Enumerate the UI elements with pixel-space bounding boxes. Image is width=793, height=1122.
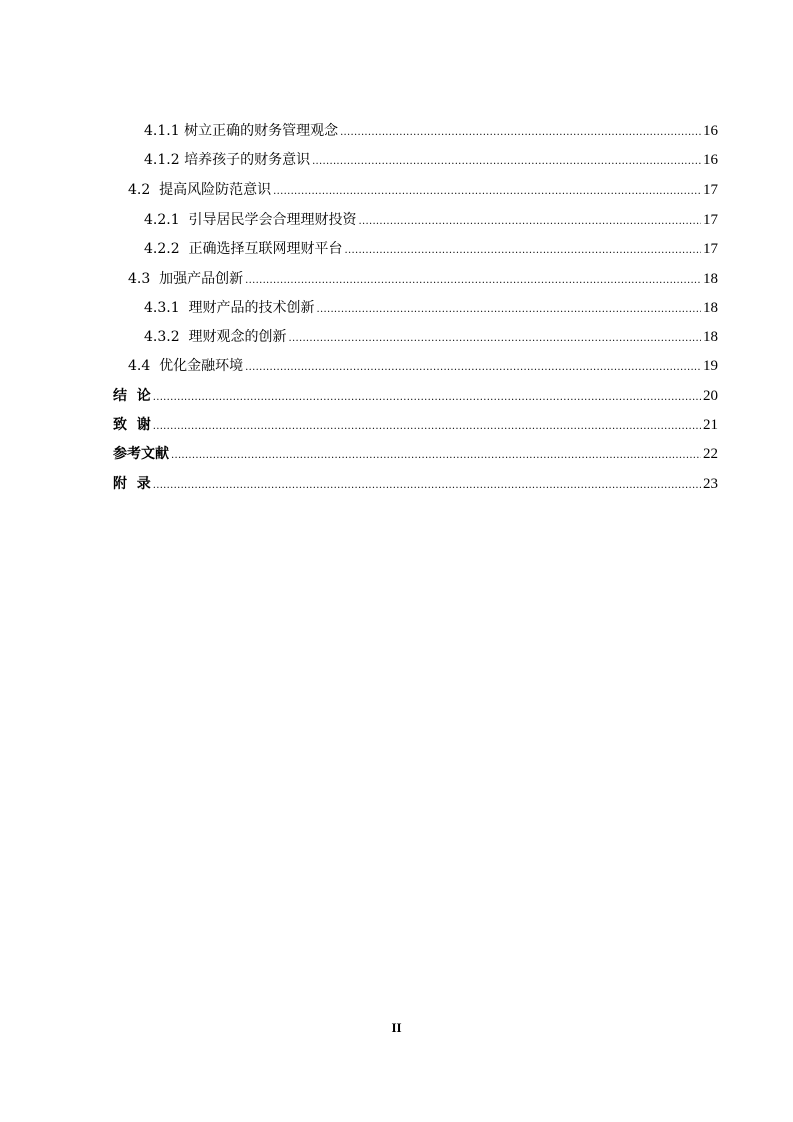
toc-entry-title: 4.1.2 培养孩子的财务意识	[144, 152, 311, 168]
toc-entry-page: 17	[703, 212, 718, 228]
toc-entry[interactable]	[128, 354, 718, 378]
toc-entry-title: 4.3 加强产品创新	[128, 271, 244, 287]
toc-leader-dots	[345, 239, 701, 263]
toc-entry[interactable]	[128, 267, 718, 291]
toc-leader-dots	[153, 386, 701, 410]
toc-entry[interactable]	[144, 208, 718, 232]
toc-leader-dots	[289, 327, 701, 351]
toc-entry-page: 18	[703, 300, 718, 316]
toc-entry-page: 16	[703, 152, 718, 168]
toc-leader-dots	[359, 210, 701, 234]
toc-leader-dots	[245, 269, 701, 293]
toc-entry[interactable]	[113, 472, 718, 496]
toc-entry[interactable]	[144, 296, 718, 320]
toc-entry-page: 22	[703, 446, 718, 462]
toc-leader-dots	[171, 444, 701, 468]
toc-leader-dots	[317, 298, 701, 322]
toc-entry-title: 4.4 优化金融环境	[128, 358, 244, 374]
page-number: II	[391, 1020, 402, 1035]
toc-entry-page: 19	[703, 358, 718, 374]
toc-entry-title: 结 论	[113, 388, 151, 404]
toc-leader-dots	[340, 121, 701, 145]
toc-entry-title: 4.3.2 理财观念的创新	[144, 329, 287, 345]
toc-entry-page: 17	[703, 241, 718, 257]
toc-entry[interactable]	[144, 148, 718, 172]
toc-entry-title: 4.3.1 理财产品的技术创新	[144, 300, 315, 316]
toc-entry-title: 4.2.1 引导居民学会合理理财投资	[144, 212, 357, 228]
toc-entry-page: 23	[703, 476, 718, 492]
toc-entry-page: 17	[703, 182, 718, 198]
toc-leader-dots	[245, 356, 701, 380]
toc-entry-title: 附 录	[113, 476, 151, 492]
toc-leader-dots	[312, 150, 701, 174]
toc-entry[interactable]	[144, 237, 718, 261]
toc-entry-title: 参考文献	[113, 446, 169, 462]
toc-entry[interactable]	[113, 442, 718, 466]
toc-leader-dots	[153, 415, 701, 439]
toc-entry-page: 18	[703, 271, 718, 287]
toc-entry-page: 20	[703, 388, 718, 404]
toc-entry[interactable]	[113, 413, 718, 437]
toc-entry[interactable]	[144, 325, 718, 349]
toc-leader-dots	[153, 474, 701, 498]
toc-leader-dots	[273, 180, 701, 204]
toc-entry[interactable]	[128, 178, 718, 202]
toc-entry-title: 4.1.1 树立正确的财务管理观念	[144, 123, 339, 139]
toc-entry[interactable]	[113, 384, 718, 408]
toc-entry[interactable]	[144, 119, 718, 143]
toc-entry-page: 18	[703, 329, 718, 345]
toc-entry-page: 21	[703, 417, 718, 433]
toc-entry-page: 16	[703, 123, 718, 139]
toc-entry-title: 4.2.2 正确选择互联网理财平台	[144, 241, 343, 257]
toc-entry-title: 4.2 提高风险防范意识	[128, 182, 272, 198]
toc-entry-title: 致 谢	[113, 417, 151, 433]
